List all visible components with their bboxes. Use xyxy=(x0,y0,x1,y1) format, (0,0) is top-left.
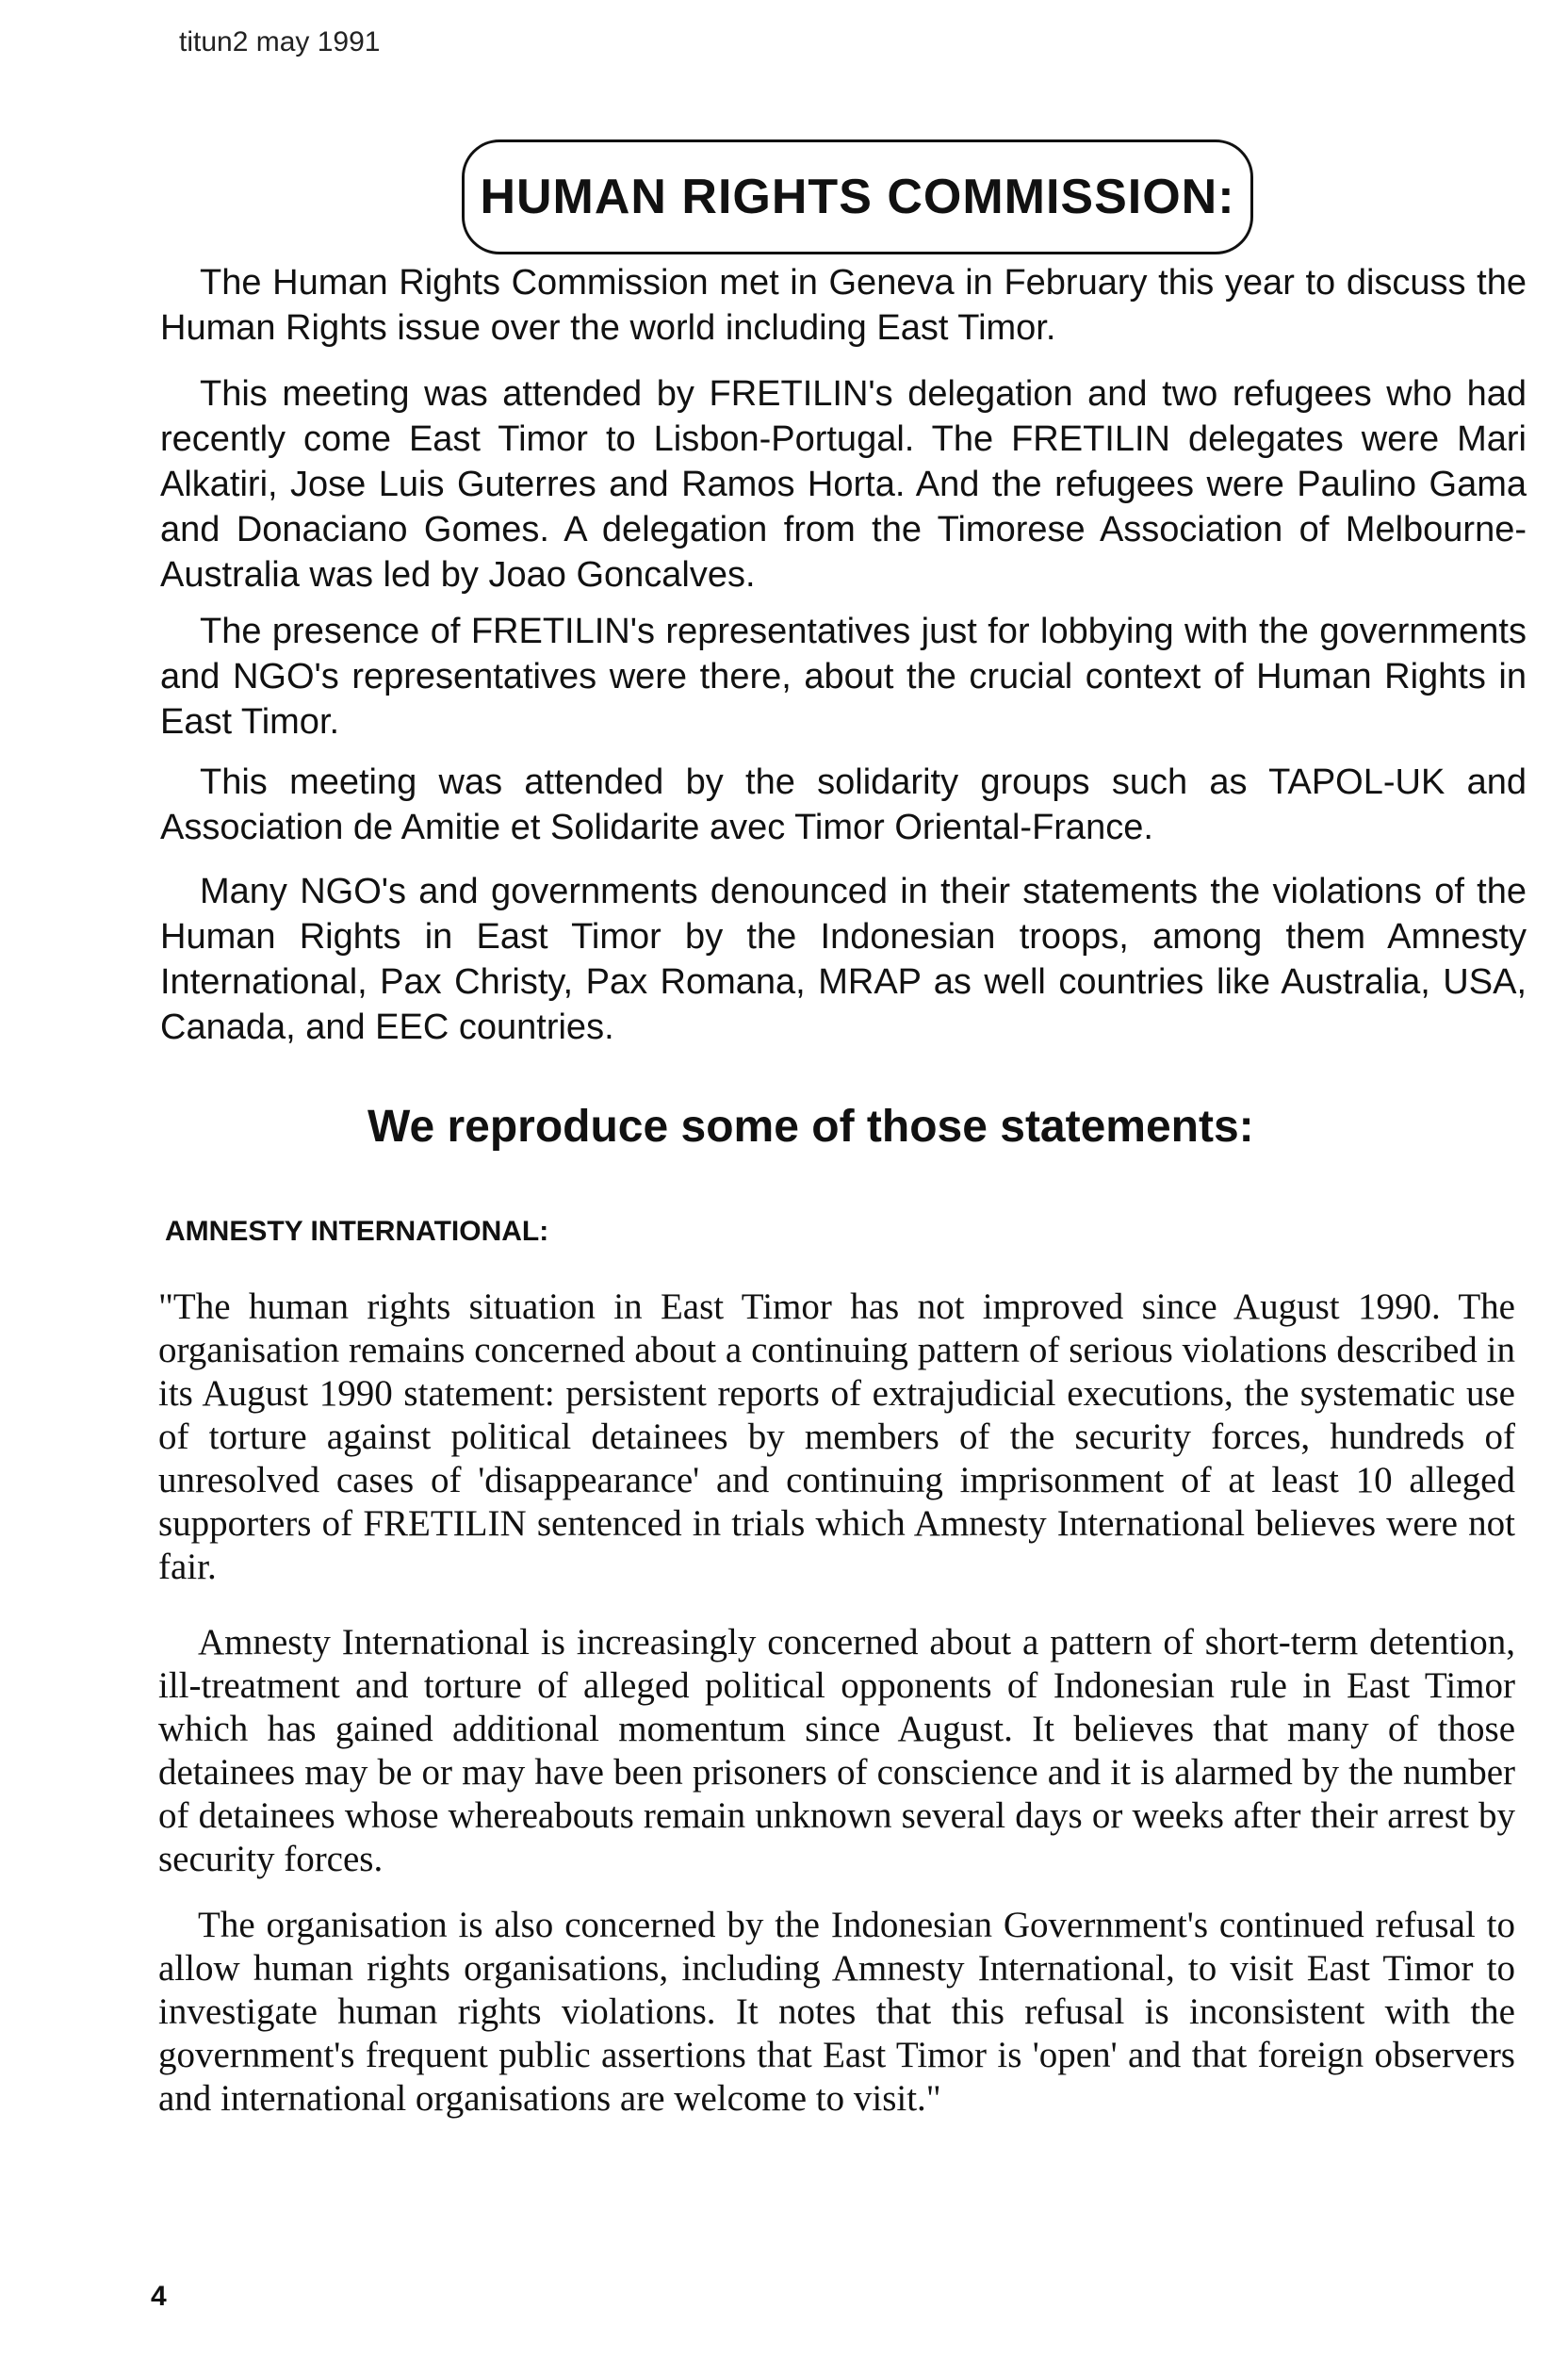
header-reference: titun2 may 1991 xyxy=(179,26,381,57)
statement-paragraph: "The human rights situation in East Timor has not improved since August 1990. The organisation remains concerned about a continuing pattern of serious violations described in its August 1990 statement: persistent reports of extrajudicial executions, the systematic use of torture against political detainees by members of the security forces, hundreds of unresolved cases of 'disappearance' and continuing imprisonment of at least 10 alleged supporters of FRETILIN sentenced in trials which Amnesty International believes were not fair. xyxy=(158,1286,1515,1587)
intro-paragraph: The Human Rights Commission met in Geneva in February this year to discuss the Human Rights issue over the world including East Timor. xyxy=(160,263,1527,348)
section-subheading: We reproduce some of those statements: xyxy=(368,1102,1254,1152)
intro-paragraph: The presence of FRETILIN's representatives just for lobbying with the governments and NGO's representatives were there, about the crucial context of Human Rights in East Timor. xyxy=(160,612,1527,742)
intro-paragraph: This meeting was attended by FRETILIN's delegation and two refugees who had recently come East Timor to Lisbon-Portugal. The FRETILIN delegates were Mari Alkatiri, Jose Luis Guterres and Ramos Horta. And the refugees were Paulino Gama and Donaciano Gomes. A delegation from the Timorese Association of Melbourne-Australia was led by Joao Goncalves. xyxy=(160,374,1527,595)
intro-paragraph: Many NGO's and governments denounced in their statements the violations of the Human Rights in East Timor by the Indonesian troops, among them Amnesty International, Pax Christy, Pax Romana, MRAP as well countries like Australia, USA, Canada, and EEC countries. xyxy=(160,872,1527,1047)
page-title: HUMAN RIGHTS COMMISSION: xyxy=(480,170,1235,224)
statement-paragraph: The organisation is also concerned by the Indonesian Government's continued refusal to allow human rights organisations, including Amnesty International, to visit East Timor to investigate human rights violations. It notes that this refusal is inconsistent with the government's frequent public assertions that East Timor is 'open' and that foreign observers and international organisations are welcome to visit." xyxy=(158,1905,1515,2119)
statement-paragraph: Amnesty International is increasingly concerned about a pattern of short-term detention, ill-treatment and torture of alleged political opponents of Indonesian rule in East Timor which has gained additional momentum since August. It believes that many of those detainees may be or may have been prisoners of conscience and it is alarmed by the number of detainees whose whereabouts remain unknown several days or weeks after their arrest by security forces. xyxy=(158,1622,1515,1879)
page-number: 4 xyxy=(151,2281,167,2312)
statement-source-label: AMNESTY INTERNATIONAL: xyxy=(165,1216,549,1247)
title-box xyxy=(462,139,1253,254)
intro-paragraph: This meeting was attended by the solidarity groups such as TAPOL-UK and Association de Amitie et Solidarite avec Timor Oriental-France. xyxy=(160,762,1527,847)
